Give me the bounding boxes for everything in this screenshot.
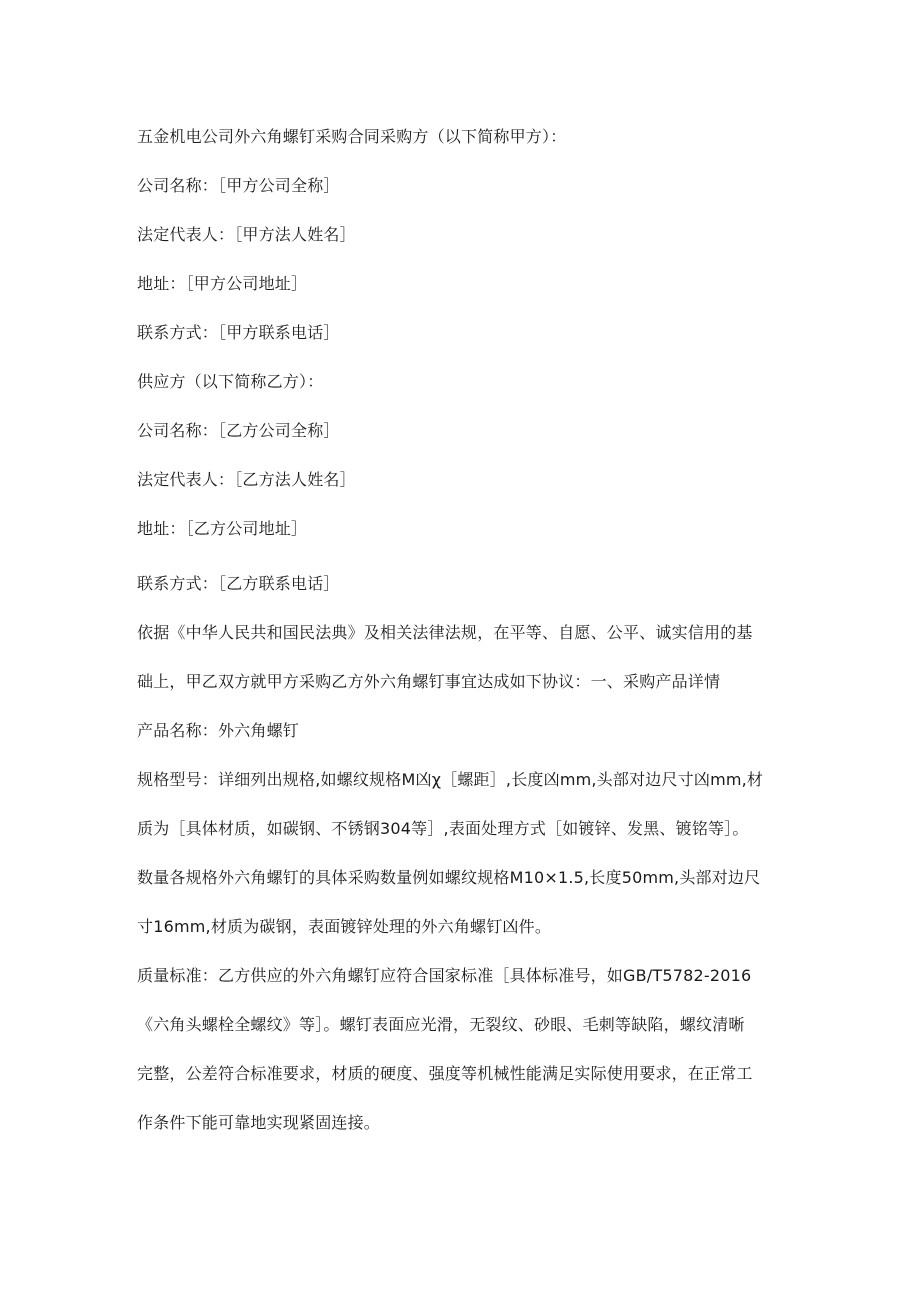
specification-line-2: 质为［具体材质，如碳钢、不锈钢304等］,表面处理方式［如镀锌、发黑、镀铭等］。 [137,819,749,838]
product-name-line: 产品名称：外六角螺钉 [137,721,300,740]
quality-standard-line-1: 质量标准：乙方供应的外六角螺钉应符合国家标准［具体标准号，如GB/T5782-2016 [137,966,752,985]
quality-standard-line-4: 作条件下能可靠地实现紧固连接。 [137,1113,381,1132]
quantity-line-2: 寸16mm,材质为碳钢，表面镀锌处理的外六角螺钉凶件。 [137,917,552,936]
supplier-heading: 供应方（以下简称乙方）： [137,372,324,391]
preamble-line-1: 依据《中华人民共和国民法典》及相关法律法规，在平等、自愿、公平、诚实信用的基 [137,623,753,642]
supplier-contact: 联系方式：［乙方联系电话］ [137,574,340,593]
preamble-line-2: 础上，甲乙双方就甲方采购乙方外六角螺钉事宜达成如下协议：一、采购产品详情 [137,672,721,691]
buyer-legal-representative: 法定代表人：［甲方法人姓名］ [137,225,356,244]
buyer-address: 地址：［甲方公司地址］ [137,274,308,293]
quantity-line-1: 数量各规格外六角螺钉的具体采购数量例如螺纹规格M10×1.5,长度50mm,头部对边尺 [137,868,761,887]
supplier-legal-representative: 法定代表人：［乙方法人姓名］ [137,470,356,489]
contract-title-line: 五金机电公司外六角螺钉采购合同采购方（以下简称甲方）： [137,127,567,146]
quality-standard-line-3: 完整，公差符合标准要求，材质的硬度、强度等机械性能满足实际使用要求，在正常工 [137,1064,753,1083]
document-body [137,126,787,1134]
specification-line-1: 规格型号：详细列出规格,如螺纹规格M凶χ［螺距］,长度凶mm,头部对边尺寸凶mm,材 [137,770,764,789]
buyer-company-name: 公司名称：［甲方公司全称］ [137,176,340,195]
buyer-contact: 联系方式：［甲方联系电话］ [137,323,340,342]
supplier-address: 地址：［乙方公司地址］ [137,519,308,538]
supplier-company-name: 公司名称：［乙方公司全称］ [137,421,340,440]
quality-standard-line-2: 《六角头螺栓全螺纹》等］。螺钉表面应光滑，无裂纹、砂眼、毛刺等缺陷，螺纹清晰 [137,1015,745,1034]
